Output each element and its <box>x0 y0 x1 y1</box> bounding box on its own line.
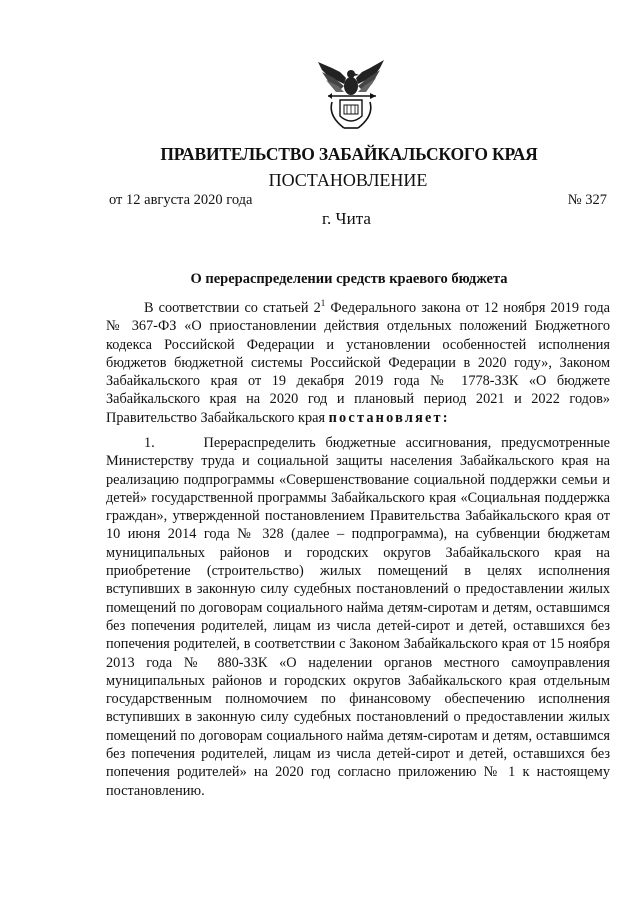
preamble-text-start: В соответствии со статьей 2 <box>144 300 321 316</box>
decree-word: постановляет: <box>328 409 450 426</box>
document-number: № 327 <box>567 192 607 208</box>
item-1-paragraph: 1. Перераспределить бюджетные ассигнования, предусмотренные Министерству труда и социальной защиты населения Забайкальского края на реализацию подпрограммы «Совершенствование социальной поддержки семьи и детей» государственной программы Забайкальского края «Социальная поддержка граждан», утвержденной постановлением Правительства Забайкальского края от 10 июня 2014 года № 328 (далее – подпрограмма), на субвенции бюджетам муниципальных районов и городских округов Забайкальского края на приобретение (строительство) жилых помещений в целях исполнения вступивших в законную силу судебных постановлений о предоставлении жилых помещений по договорам социального найма детям-сиротам и детям, оставшимся без попечения родителей, лицам из числа детей-сирот и детей, оставшихся без попечения родителей, в соответствии с Законом Забайкальского края от 15 ноября 2013 года № 880-ЗЗК «О наделении органов местного самоуправления муниципальных районов и городских округов Забайкальского края отдельным государственным полномочием по финансовому обеспечению исполнения вступивших в законную силу судебных постановлений о предоставлении жилых помещений по договорам социального найма детям-сиротам и детям, оставшимся без попечения родителей, лицам из числа детей-сирот и детей, оставшихся без попечения родителей» на 2020 год согласно приложению № 1 к настоящему постановлению. <box>106 435 610 799</box>
organization-name: ПРАВИТЕЛЬСТВО ЗАБАЙКАЛЬСКОГО КРАЯ <box>160 144 538 164</box>
document-date: от 12 августа 2020 года <box>109 192 253 208</box>
document-title: О перераспределении средств краевого бюджета <box>190 271 508 287</box>
document-type: ПОСТАНОВЛЕНИЕ <box>268 170 428 190</box>
document-city: г. Чита <box>322 209 371 228</box>
coat-of-arms-icon <box>314 50 388 135</box>
preamble-paragraph <box>106 299 610 427</box>
article-superscript: 1 <box>320 298 326 309</box>
preamble-text: Федерального закона от 12 ноября 2019 года № 367-ФЗ «О приостановлении действия отдельных положений Бюджетного кодекса Российской Федерации и установлении особенностей исполнения бюджетов бюджетной системы Российской Федерации в 2020 году», Законом Забайкальского края от 19 декабря 2019 года № 1778-ЗЗК «О бюджете Забайкальского края на 2020 год и плановый период 2021 и 2022 годов» Правительство Забайкальского края <box>106 300 610 426</box>
